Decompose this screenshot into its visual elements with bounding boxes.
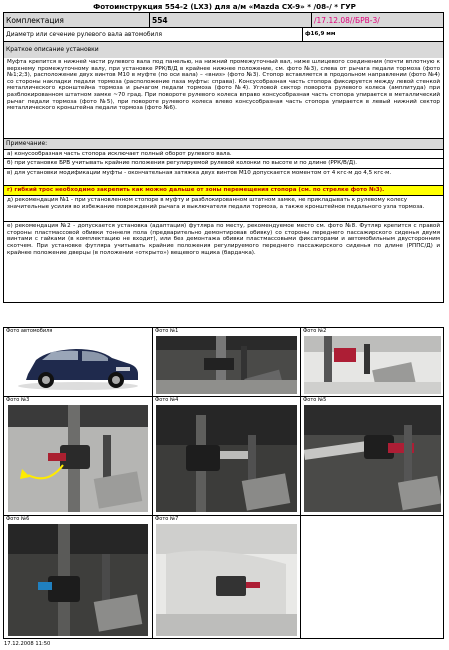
document-title: Фотоинструкция 554-2 (LX3) для а/м «Mazda CX-9» * /08-/ * ГУР xyxy=(93,2,356,11)
photo4-label: Фото №4 xyxy=(155,397,179,403)
kit-label: Комплектация xyxy=(4,13,150,27)
note-e: е) рекомендация №2 - допускается установка (адаптация) футляра по месту, рекомендуемое место см. фото №8. Футляр крепится с правой стороны пластмассовой обивки тоннеля пола (предварительно демонтировав обивку) со стороны переднего пассажирского сиденья двумя винтами с гайками (в комплектацию не входит), или без демонтажа обивки пластмассовыми фиксаторами и автомобильным двусторонним скотчем. При установке футляра учитывать крайние положения регулируемого переднего пассажирского сиденья по длине (РППС/Д) и крайнее положение дверцы (в положении «открыто») вещевого ящика (бардачка). xyxy=(7,223,440,256)
note-d: д) рекомендация №1 - при установленном стопоре в муфту и разблокированном штатном замке, не прикладывать к рулевому колесу значительные усилия во избежание повреждений рычага и выключателя педали тормоза, а также кронштейнов педального узла тормоза. xyxy=(4,196,443,222)
note-g: г) гибкий трос необходимо закрепить как можно дальше от зоны перемещения стопора (см. по стрелке фото №3). xyxy=(4,186,443,196)
description-heading-row xyxy=(4,42,443,58)
car-photo xyxy=(8,336,148,394)
photo-grid xyxy=(3,327,444,639)
kit-code: /БРВ-3/ xyxy=(352,16,380,25)
description-block xyxy=(3,58,444,139)
notes-heading-row xyxy=(3,139,444,150)
photo1-image xyxy=(156,336,297,394)
photo3-label: Фото №3 xyxy=(6,397,30,403)
kit-date-code xyxy=(312,13,445,27)
diameter-label: Диаметр или сечение рулевого вала автомобиля xyxy=(4,28,303,41)
diameter-row xyxy=(4,28,443,42)
photo2-label: Фото №2 xyxy=(303,328,327,334)
diameter-value: ф16,9 мм xyxy=(305,31,336,37)
photo-car-label: Фото автомобиля xyxy=(6,328,53,334)
kit-row xyxy=(4,13,443,28)
photo7-image xyxy=(156,524,297,636)
description-heading: Краткое описание установки xyxy=(6,46,99,53)
note-b: б) при установке БРВ учитывать крайние положения регулируемой рулевой колонки по высоте и по длине (РРК/В/Д). xyxy=(4,159,443,169)
photo2-image xyxy=(304,336,441,394)
note-c: в) для установки модификации муфты - окончательная затяжка двух винтов М10 допускается моментом от 4 кгс·м до 4,5 кгс·м. xyxy=(4,169,443,186)
photo5-label: Фото №5 xyxy=(303,397,327,403)
header-table xyxy=(3,12,444,58)
photo5-image xyxy=(304,405,441,512)
photo1-label: Фото №1 xyxy=(155,328,179,334)
footer-timestamp: 17.12.2008 11:50 xyxy=(4,641,51,647)
description-text: Муфта крепится в нижней части рулевого вала под панелью, на нижний промежуточный вал, ниже шлицевого соединения (почти вплотную к верхнему промежуточному валу, при установке РРК/В/Д в крайнее нижнее положение, см. фото №3), слева от рычага педали тормоза (фото №1;2;3), расположение двух винтов М10 в муфте (по оси вала) – «вниз» (фото №3). Стопор вставляется в продольном направлении (фото №4) со стороны накладки педали тормоза (расположение паза муфты: справа). Консусобразная часть стопора фиксируется между левой стенкой металлического кронштейна тормоза и рычагом педали тормоза (фото №4). Угловой сектор поворота рулевого колеса (амплитуда) при разблокированном штатном замке ~70 град. При повороте рулевого колеса вправо консусобразная часть стопора упирается в металлический рычаг педали тормоза (фото №5), при повороте рулевого колеса влево консусобразная часть стопора упирается в левый нижний сектор металлического кронштейна педали тормоза (фото №6). xyxy=(7,59,440,112)
kit-value: 554 xyxy=(150,13,312,27)
notes-heading: Примечание: xyxy=(6,140,48,147)
notes-table xyxy=(3,150,444,303)
photo4-image xyxy=(156,405,297,512)
photo3-image xyxy=(8,405,148,512)
photo6-label: Фото №6 xyxy=(6,516,30,522)
photo6-image xyxy=(8,524,148,636)
photo7-label: Фото №7 xyxy=(155,516,179,522)
note-a: а) конусообразная часть стопора исключает полный оборот рулевого вала. xyxy=(4,150,443,159)
kit-date: /17.12.08/ xyxy=(314,16,353,25)
